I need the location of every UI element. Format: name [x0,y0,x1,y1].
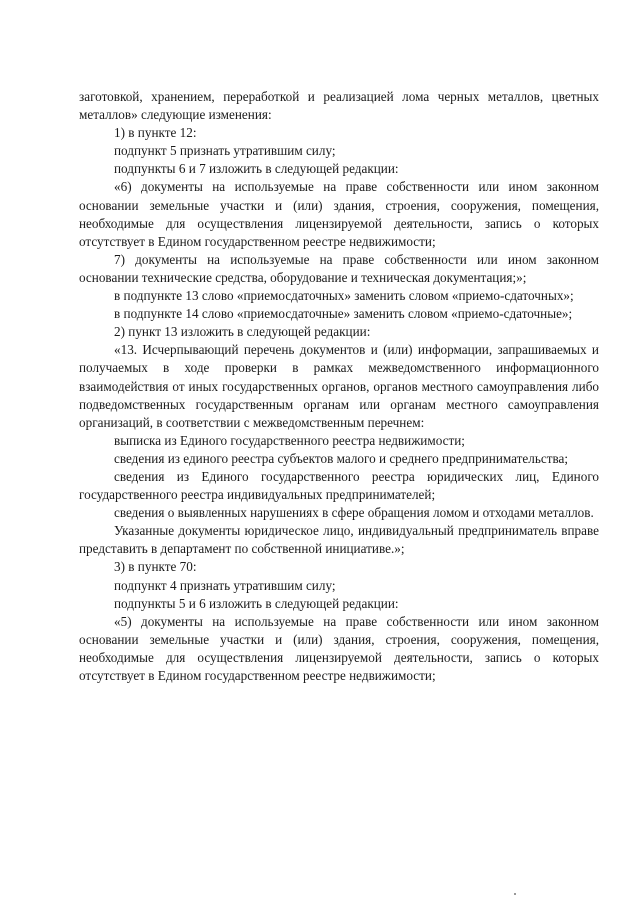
paragraph-1: заготовкой, хранением, переработкой и реализацией лома черных металлов, цветных металлов» следующие изменения: [79,89,599,123]
paragraph-11: выписка из Единого государственного реестра недвижимости; [114,432,465,448]
paragraph-6: 7) документы на используемые на праве собственности или ином законном основании технические средства, оборудование и техническая документация;»; [79,251,599,285]
document-body [79,88,599,685]
paragraph-8: в подпункте 14 слово «приемосдаточные» заменить словом «приемо-сдаточные»; [114,306,573,322]
paragraph-14: сведения о выявленных нарушениях в сфере обращения ломом и отходами металлов. [114,505,594,521]
paragraph-2: 1) в пункте 12: [114,125,197,141]
paragraph-5: «6) документы на используемые на праве собственности или ином законном основании земельные участки и (или) здания, строения, сооружения, помещения, необходимые для осуществления лицензируемой деятельности, запись о которых отсутствует в Едином государственном реестре недвижимости; [79,179,599,249]
paragraph-3: подпункт 5 признать утратившим силу; [114,143,336,159]
paragraph-15: Указанные документы юридическое лицо, индивидуальный предприниматель вправе представить в департамент по собственной инициативе.»; [79,523,599,557]
paragraph-19: «5) документы на используемые на праве собственности или ином законном основании земельные участки и (или) здания, строения, сооружения, помещения, необходимые для осуществления лицензируемой деятельности, запись о которых отсутствует в Едином государственном реестре недвижимости; [79,613,599,683]
scan-speck [514,893,516,895]
paragraph-16: 3) в пункте 70: [114,559,197,575]
paragraph-13: сведения из Единого государственного реестра юридических лиц, Единого государственного реестра индивидуальных предпринимателей; [79,468,599,503]
paragraph-12: сведения из единого реестра субъектов малого и среднего предпринимательства; [114,450,569,466]
paragraph-18: подпункты 5 и 6 изложить в следующей редакции: [114,595,399,611]
paragraph-17: подпункт 4 признать утратившим силу; [114,577,336,593]
paragraph-4: подпункты 6 и 7 изложить в следующей редакции: [114,161,399,177]
paragraph-7: в подпункте 13 слово «приемосдаточных» заменить словом «приемо-сдаточных»; [114,288,574,304]
paragraph-10: «13. Исчерпывающий перечень документов и (или) информации, запрашиваемых и получаемых в ходе проверки в рамках межведомственного информационного взаимодействия от иных государственных органов, органов местного самоуправления либо подведомственных государственным органам или органам местного самоуправления организаций, в соответствии с межведомственным перечнем: [79,342,599,430]
paragraph-9: 2) пункт 13 изложить в следующей редакции: [114,324,371,340]
